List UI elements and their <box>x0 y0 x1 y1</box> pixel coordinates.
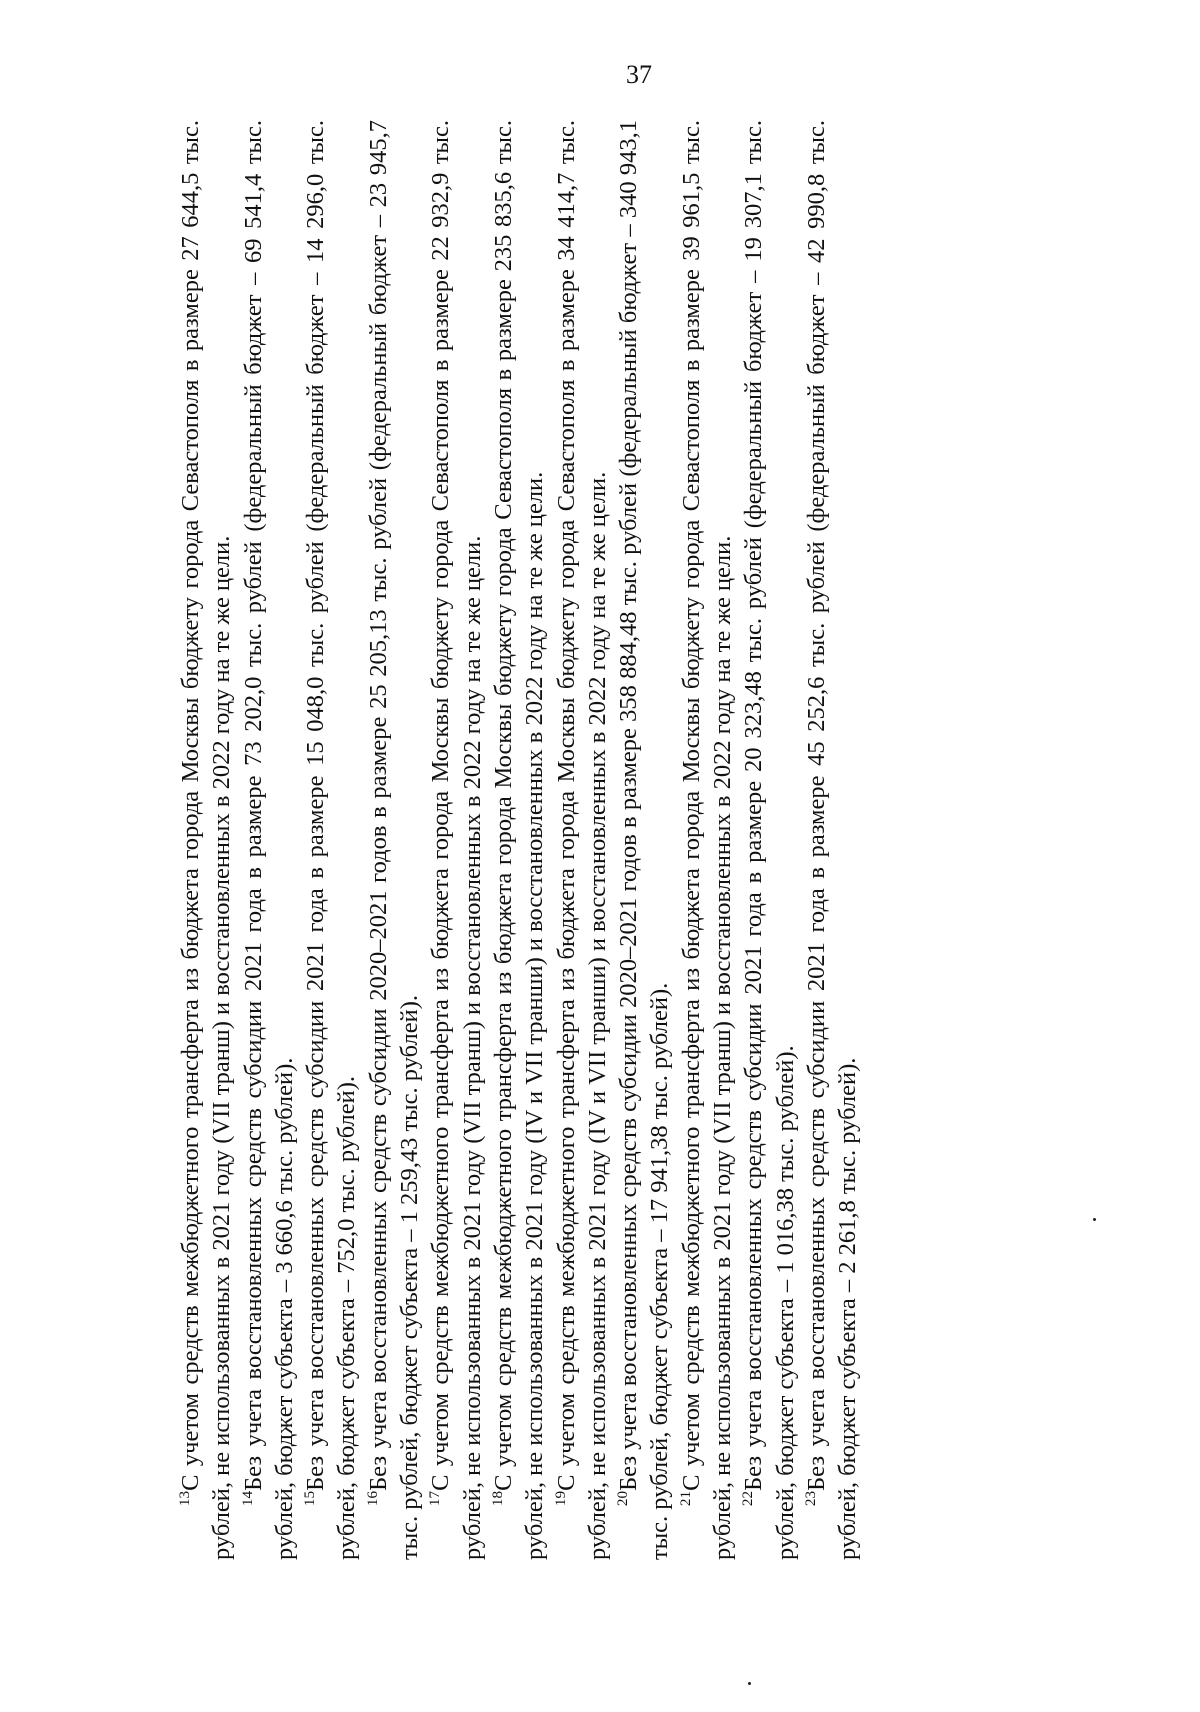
footnote-text: Без учета восстановленных средств субсидии 2021 года в размере 20 323,48 тыс. рублей (федеральный бюджет – 19 307,1 тыс. рублей, бюджет субъекта – 1 016,38 тыс. рублей). <box>740 120 799 1560</box>
footnote-text: С учетом средств межбюджетного трансферта из бюджета города Москвы бюджету города Севастополя в размере 235 835,6 тыс. рублей, не использованных в 2021 году (IV и VII транши) и восстановленных в 2022 году на те же цели. <box>489 120 549 1560</box>
footnote-21 <box>676 120 739 1560</box>
footnote-text: С учетом средств межбюджетного трансферта из бюджета города Москвы бюджету города Севастополя в размере 22 932,9 тыс. рублей, не использованных в 2021 году (VII транш) и восстановленных в 2022 году на те же цели. <box>427 120 486 1560</box>
footnote-text: Без учета восстановленных средств субсидии 2020–2021 годов в размере 358 884,48 тыс. рублей (федеральный бюджет – 340 943,1 тыс. рублей, бюджет субъекта – 17 941,38 тыс. рублей). <box>615 120 674 1560</box>
footnote-text: С учетом средств межбюджетного трансферта из бюджета города Москвы бюджету города Севастополя в размере 34 414,7 тыс. рублей, не использованных в 2021 году (IV и VII транши) и восстановленных в 2022 году на те же цели. <box>552 120 611 1560</box>
page-number: 37 <box>626 60 652 89</box>
footnote-22 <box>738 120 801 1560</box>
footnote-marker: 15 <box>301 1490 319 1507</box>
footnotes-block <box>175 120 1075 1560</box>
footnote-14 <box>238 120 301 1560</box>
footnote-marker: 19 <box>551 1490 569 1507</box>
footnote-marker: 18 <box>488 1490 506 1507</box>
footnote-text: С учетом средств межбюджетного трансферта из бюджета города Москвы бюджету города Севастополя в размере 39 961,5 тыс. рублей, не использованных в 2021 году (VII транш) и восстановленных в 2022 году на те же цели. <box>677 120 737 1560</box>
footnote-marker: 14 <box>238 1490 256 1507</box>
footnote-18 <box>488 120 551 1560</box>
footnote-23 <box>801 120 864 1560</box>
footnote-text: Без учета восстановленных средств субсидии 2021 года в размере 15 048,0 тыс. рублей (федеральный бюджет – 14 296,0 тыс. рублей, бюджет субъекта – 752,0 тыс. рублей). <box>302 120 361 1560</box>
footnote-text: Без учета восстановленных средств субсидии 2021 года в размере 73 202,0 тыс. рублей (федеральный бюджет – 69 541,4 тыс. рублей, бюджет субъекта – 3 660,6 тыс. рублей). <box>239 120 298 1560</box>
footnote-marker: 13 <box>175 1490 193 1507</box>
footnote-15 <box>300 120 363 1560</box>
scan-speck <box>748 1682 751 1685</box>
footnote-20 <box>613 120 676 1560</box>
footnote-text: Без учета восстановленных средств субсидии 2020–2021 годов в размере 25 205,13 тыс. рублей (федеральный бюджет – 23 945,7 тыс. рублей, бюджет субъекта – 1 259,43 тыс. рублей). <box>364 120 424 1560</box>
footnote-marker: 16 <box>363 1490 381 1507</box>
footnote-16 <box>363 120 426 1560</box>
footnote-text: Без учета восстановленных средств субсидии 2021 года в размере 45 252,6 тыс. рублей (федеральный бюджет – 42 990,8 тыс. рублей, бюджет субъекта – 2 261,8 тыс. рублей). <box>802 120 862 1560</box>
footnote-17 <box>425 120 488 1560</box>
footnote-text: С учетом средств межбюджетного трансферта из бюджета города Москвы бюджету города Севастополя в размере 27 644,5 тыс. рублей, не использованных в 2021 году (VII транш) и восстановленных в 2022 году на те же цели. <box>177 120 236 1560</box>
scan-speck <box>1093 1218 1096 1221</box>
footnote-marker: 23 <box>801 1490 819 1507</box>
footnote-marker: 17 <box>426 1490 444 1507</box>
footnote-marker: 21 <box>676 1490 694 1507</box>
footnote-13 <box>175 120 238 1560</box>
footnote-marker: 22 <box>739 1490 757 1507</box>
footnote-marker: 20 <box>614 1490 631 1507</box>
footnote-19 <box>551 120 614 1560</box>
